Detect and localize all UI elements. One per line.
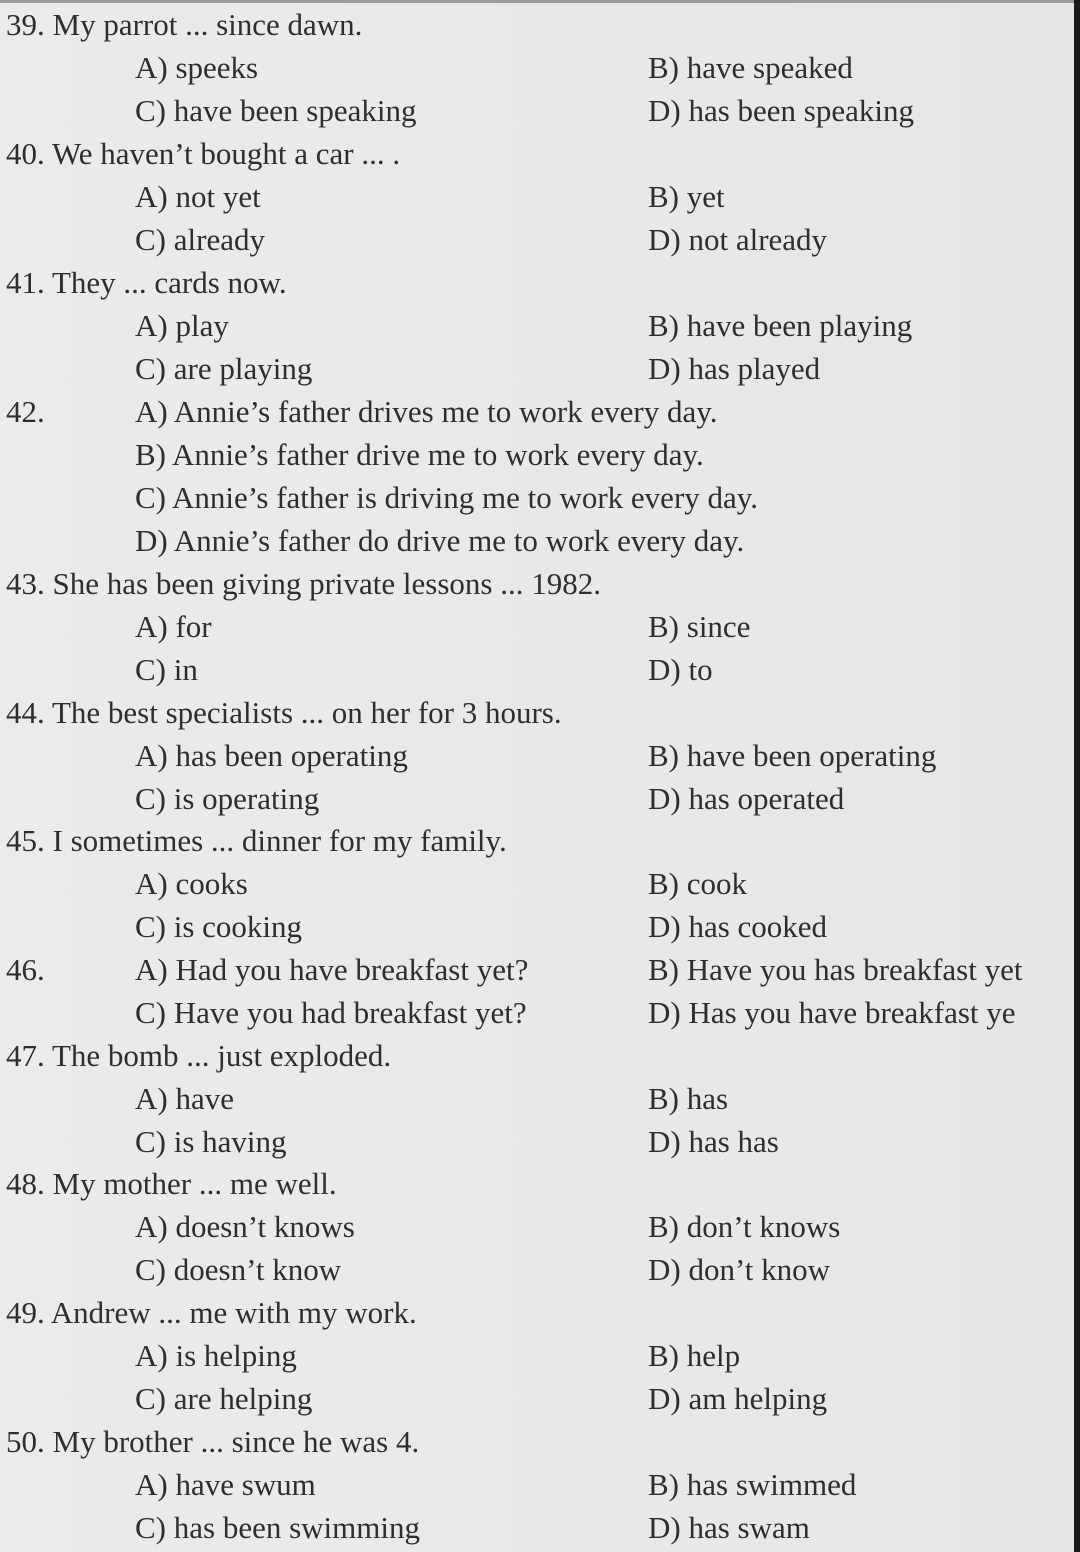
question-47-option-c: C) is having: [135, 1124, 287, 1159]
question-47-stem-line: [0, 1034, 1074, 1077]
question-50-row-cd: [0, 1506, 1074, 1549]
question-39-row-cd: [0, 89, 1074, 132]
question-40-option-d: D) not already: [648, 222, 828, 257]
question-44-option-c: C) is operating: [135, 781, 320, 816]
question-48-option-d: D) don’t know: [648, 1252, 830, 1287]
question-40-row-cd: [0, 218, 1074, 261]
question-49-option-a: A) is helping: [135, 1338, 297, 1373]
question-50-option-b: B) has swimmed: [648, 1467, 857, 1502]
question-45-option-d: D) has cooked: [648, 909, 828, 944]
question-40-option-b: B) yet: [648, 179, 725, 214]
question-43-stem: 43. She has been giving private lessons ... 1982.: [6, 566, 601, 601]
question-47-row-ab: [0, 1077, 1074, 1120]
question-41-option-b: B) have been playing: [648, 308, 913, 343]
question-41-option-a: A) play: [135, 308, 229, 343]
question-48-stem: 48. My mother ... me well.: [6, 1166, 337, 1201]
question-47-stem: 47. The bomb ... just exploded.: [6, 1038, 392, 1073]
question-40-option-c: C) already: [135, 222, 265, 257]
question-43-option-c: C) in: [135, 652, 198, 687]
question-43-option-d: D) to: [648, 652, 713, 687]
question-45-row-cd: [0, 905, 1074, 948]
question-46-row-ab: [0, 948, 1074, 991]
question-45-stem: 45. I sometimes ... dinner for my family.: [6, 823, 507, 858]
question-44-row-cd: [0, 777, 1074, 820]
question-50-row-ab: [0, 1463, 1074, 1506]
question-41-option-d: D) has played: [648, 351, 821, 386]
question-48-option-c: C) doesn’t know: [135, 1252, 342, 1287]
question-45-option-c: C) is cooking: [135, 909, 303, 944]
question-47-option-a: A) have: [135, 1081, 234, 1116]
question-48-row-cd: [0, 1248, 1074, 1291]
question-40-option-a: A) not yet: [135, 179, 261, 214]
question-45-option-a: A) cooks: [135, 866, 248, 901]
question-47-row-cd: [0, 1120, 1074, 1163]
question-45-stem-line: [0, 819, 1074, 862]
question-50-option-d: D) has swam: [648, 1510, 810, 1545]
question-39-row-ab: [0, 46, 1074, 89]
question-48-stem-line: [0, 1162, 1074, 1205]
question-49-row-cd: [0, 1377, 1074, 1420]
question-39-option-c: C) have been speaking: [135, 93, 417, 128]
question-46-row-cd: [0, 991, 1074, 1034]
question-40-row-ab: [0, 175, 1074, 218]
question-46-option-a: A) Had you have breakfast yet?: [135, 952, 529, 987]
question-42-row-b: [0, 433, 1074, 476]
question-44-option-a: A) has been operating: [135, 738, 408, 773]
question-44-stem-line: [0, 691, 1074, 734]
question-49-option-d: D) am helping: [648, 1381, 828, 1416]
question-40-stem: 40. We haven’t bought a car ... .: [6, 136, 401, 171]
question-50-option-a: A) have swum: [135, 1467, 316, 1502]
question-44-stem: 44. The best specialists ... on her for 3 hours.: [6, 695, 562, 730]
question-39-option-b: B) have speaked: [648, 50, 853, 85]
question-42-row-d: [0, 519, 1074, 562]
question-41-stem: 41. They ... cards now.: [6, 265, 287, 300]
question-39-option-a: A) speeks: [135, 50, 259, 85]
question-49-row-ab: [0, 1334, 1074, 1377]
question-47-option-d: D) has has: [648, 1124, 779, 1159]
question-39-stem-line: [0, 3, 1074, 46]
question-47-option-b: B) has: [648, 1081, 729, 1116]
question-44-option-d: D) has operated: [648, 781, 845, 816]
question-50-stem: 50. My brother ... since he was 4.: [6, 1424, 420, 1459]
question-49-option-b: B) help: [648, 1338, 741, 1373]
question-42-row-a: [0, 390, 1074, 433]
question-43-stem-line: [0, 562, 1074, 605]
question-42-option-c: C) Annie’s father is driving me to work every day.: [135, 480, 759, 515]
question-49-option-c: C) are helping: [135, 1381, 313, 1416]
question-42-option-d: D) Annie’s father do drive me to work every day.: [135, 523, 745, 558]
question-49-stem: 49. Andrew ... me with my work.: [6, 1295, 417, 1330]
question-49-stem-line: [0, 1291, 1074, 1334]
question-42-option-b: B) Annie’s father drive me to work every day.: [135, 437, 704, 472]
question-39-option-d: D) has been speaking: [648, 93, 914, 128]
question-41-option-c: C) are playing: [135, 351, 313, 386]
question-43-option-b: B) since: [648, 609, 751, 644]
question-39-stem: 39. My parrot ... since dawn.: [6, 7, 363, 42]
question-43-option-a: A) for: [135, 609, 212, 644]
question-48-row-ab: [0, 1205, 1074, 1248]
question-43-row-cd: [0, 648, 1074, 691]
question-48-option-a: A) doesn’t knows: [135, 1209, 355, 1244]
question-45-option-b: B) cook: [648, 866, 748, 901]
question-40-stem-line: [0, 132, 1074, 175]
question-46-option-d: D) Has you have breakfast ye: [648, 995, 1016, 1030]
question-46-option-c: C) Have you had breakfast yet?: [135, 995, 527, 1030]
question-46-number: 46.: [6, 952, 45, 987]
question-42-row-c: [0, 476, 1074, 519]
question-46-option-b: B) Have you has breakfast yet: [648, 952, 1023, 987]
question-43-row-ab: [0, 605, 1074, 648]
question-50-stem-line: [0, 1420, 1074, 1463]
question-41-stem-line: [0, 261, 1074, 304]
question-41-row-cd: [0, 347, 1074, 390]
question-41-row-ab: [0, 304, 1074, 347]
question-50-option-c: C) has been swimming: [135, 1510, 420, 1545]
question-48-option-b: B) don’t knows: [648, 1209, 841, 1244]
question-45-row-ab: [0, 862, 1074, 905]
question-42-option-a: A) Annie’s father drives me to work every day.: [135, 394, 718, 429]
question-42-number: 42.: [6, 394, 45, 429]
question-44-option-b: B) have been operating: [648, 738, 937, 773]
question-44-row-ab: [0, 734, 1074, 777]
